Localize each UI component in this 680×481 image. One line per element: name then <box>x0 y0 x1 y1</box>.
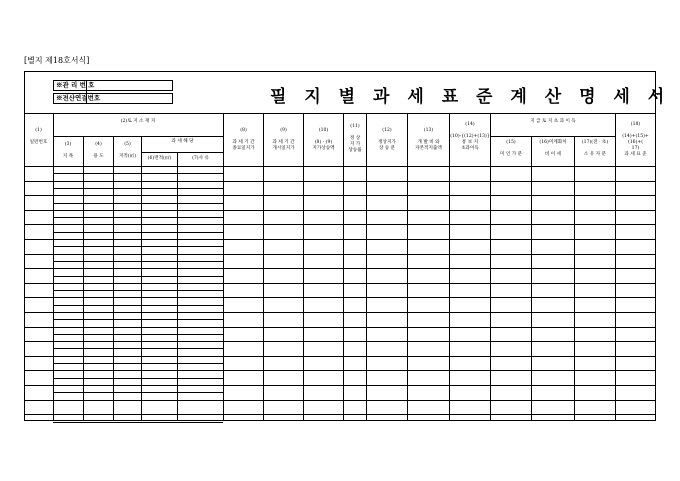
table-sub-row-line <box>53 232 223 233</box>
header-end-land-price: (8) 과 세 기 간 종료일지가 <box>232 128 255 151</box>
column-line <box>490 113 491 420</box>
table-sub-row-line <box>53 217 223 218</box>
computer-link-number-label: ※전산연결번호 <box>56 94 101 102</box>
table-sub-row-line <box>53 173 223 174</box>
header-land-category: (3) 지 목 <box>62 142 74 159</box>
column-line <box>574 136 575 420</box>
column-line <box>303 113 304 420</box>
column-line <box>407 113 408 420</box>
header-unapproved: (15) 미 인 가 분 <box>499 140 523 157</box>
header-excess-gain: (14) (10)-{(12)+(13)} 통 보 지 초과이득 <box>450 122 490 151</box>
management-number-label: ※관 리 번 호 <box>56 81 95 89</box>
table-sub-row-line <box>53 319 223 320</box>
table-sub-row-line <box>53 378 223 379</box>
header-normal-increase: (12) 정상지가 상 승 분 <box>378 128 396 151</box>
location-sub-line <box>53 136 223 137</box>
header-reason: (7)사 유 <box>192 156 209 161</box>
header-bottom-line <box>24 166 655 167</box>
column-line <box>177 152 178 420</box>
table-row-line <box>24 239 655 240</box>
table-row-line <box>24 400 655 401</box>
table-row-line <box>24 356 655 357</box>
header-land-use: (4) 용 도 <box>93 142 104 159</box>
header-serial-no: (1) 일련번호 <box>29 128 48 145</box>
header-land-location: (2)토 지 소 재 지 <box>120 119 156 124</box>
table-sub-row-line <box>53 261 223 262</box>
table-row-line <box>24 385 655 386</box>
column-line <box>223 113 224 420</box>
table-top-line <box>24 113 655 114</box>
header-tax-base: (18) (14)+(15)+(16)+( 17) 과 세 표 준 <box>622 122 649 157</box>
table-sub-row-line <box>53 422 223 423</box>
computer-link-number-box[interactable] <box>53 93 173 104</box>
column-line <box>449 113 450 420</box>
form-number-label: [별지 제18호서식] <box>24 56 90 65</box>
table-row-line <box>24 312 655 313</box>
table-sub-row-line <box>53 363 223 364</box>
table-sub-row-line <box>53 246 223 247</box>
column-line <box>615 113 616 420</box>
header-cadastral-area: (5) 지적(㎡) <box>118 142 137 159</box>
header-owner-portion: (17)(전 · 초) 소 유 자 분 <box>581 140 609 157</box>
column-line <box>343 113 344 420</box>
column-line <box>263 113 264 420</box>
table-sub-row-line <box>53 348 223 349</box>
table-row-line <box>24 195 655 196</box>
header-price-increase: (10) (8) - (9) 지가상승액 <box>312 128 335 151</box>
table-sub-row-line <box>53 276 223 277</box>
table-row-line <box>24 283 655 284</box>
table-row-line <box>24 414 655 415</box>
table-sub-row-line <box>53 203 223 204</box>
column-line <box>531 136 532 420</box>
excess-gain-sub-line <box>491 136 615 137</box>
table-row-line <box>24 327 655 328</box>
header-excess-gain-group: 지 급 토 지 초 과 이 득 <box>530 119 576 124</box>
table-row-line <box>24 210 655 211</box>
table-row-line <box>24 297 655 298</box>
table-row-line <box>24 268 655 269</box>
management-number-box[interactable] <box>53 80 173 91</box>
taxable-sub-line <box>142 152 223 153</box>
table-sub-row-line <box>53 188 223 189</box>
header-area: (6)면적(㎡) <box>147 156 172 161</box>
table-sub-row-line <box>53 305 223 306</box>
header-unplanned: (16)미계화처 비 이 세 <box>539 140 567 157</box>
table-sub-row-line <box>53 392 223 393</box>
table-row-line <box>24 370 655 371</box>
header-development-cost: (13) 개 발 비 와 자본적지출액 <box>415 128 442 151</box>
table-row-line <box>24 224 655 225</box>
column-line <box>366 113 367 420</box>
table-sub-row-line <box>53 334 223 335</box>
table-sub-row-line <box>53 290 223 291</box>
form-title: 필 지 별 과 세 표 준 계 산 명 세 서 <box>270 87 671 107</box>
table-row-line <box>24 181 655 182</box>
header-taxable-group: 과 세 해 당 <box>171 139 194 144</box>
table-row-line <box>24 254 655 255</box>
table-row-line <box>24 341 655 342</box>
header-start-land-price: (9) 과 세 기 간 개시일지가 <box>272 128 295 151</box>
header-normal-rate: (11) 정 상 지 가 상승률 <box>348 124 362 153</box>
id-box-divider <box>86 80 87 104</box>
